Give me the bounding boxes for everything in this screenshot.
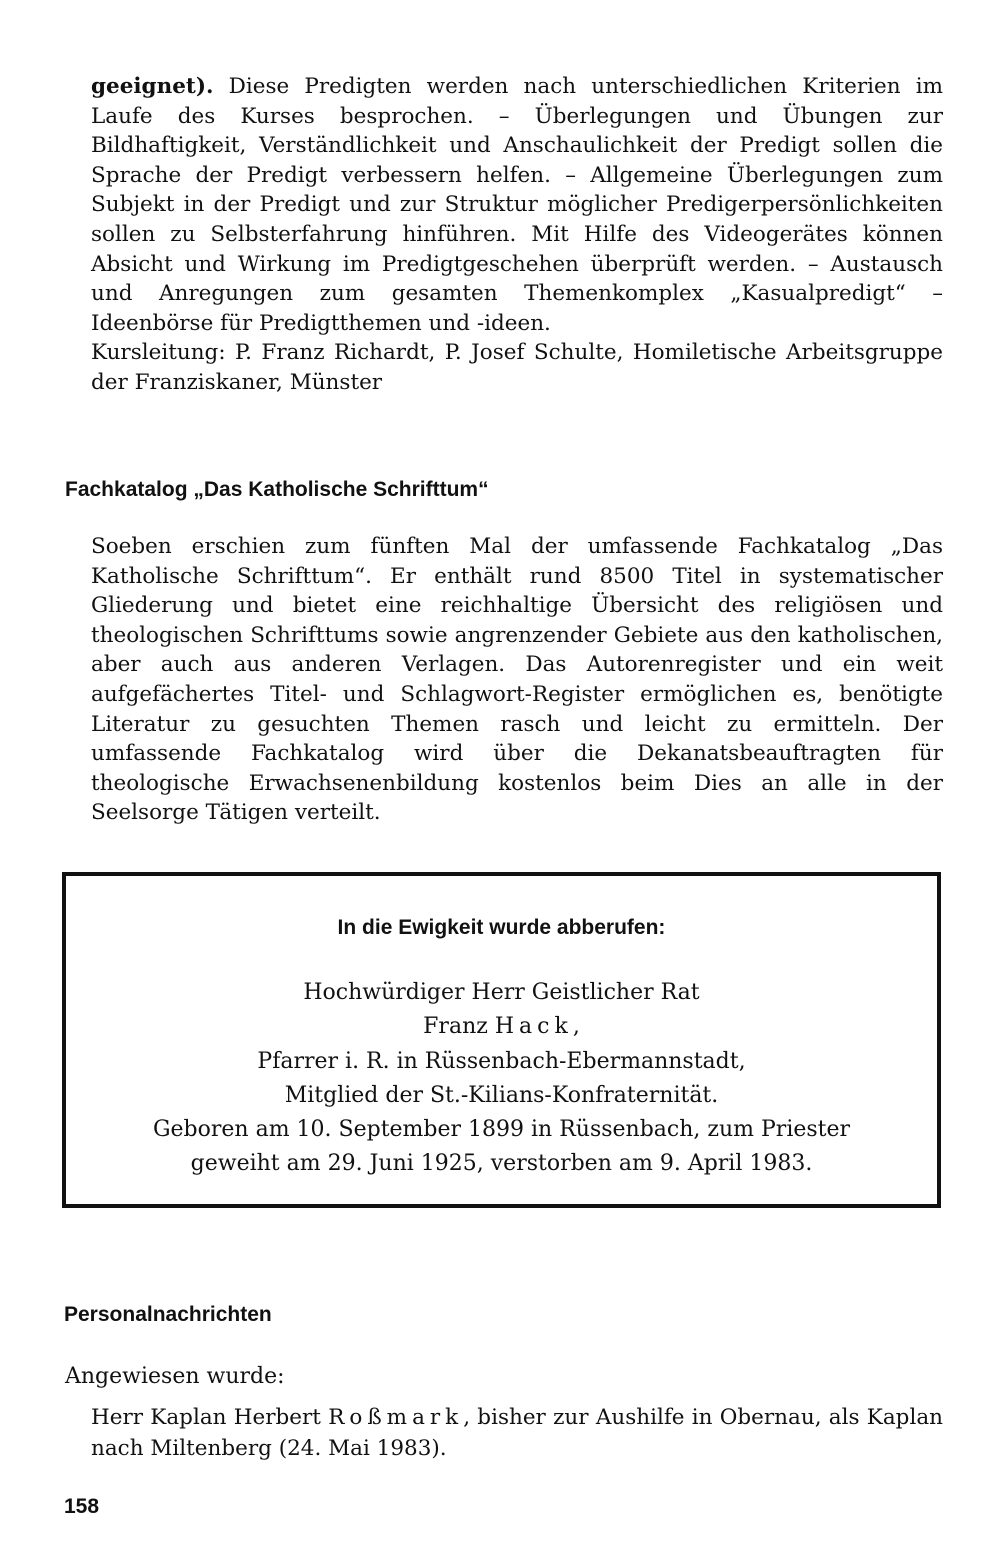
personnel-entry — [91, 1402, 943, 1464]
intro-lead: geeignet). — [91, 74, 214, 99]
obituary-surname: Hack — [494, 1014, 573, 1040]
personnel-heading: Personalnachrichten — [64, 1303, 272, 1326]
course-leadership: Kursleitung: P. Franz Richardt, P. Josef Schulte, Homiletische Arbeitsgruppe der Franziskaner, Münster — [91, 340, 943, 395]
obituary-birth-line: Geboren am 10. September 1899 in Rüssenbach, zum Priester — [152, 1117, 851, 1143]
obituary-name-suffix: , — [572, 1014, 580, 1040]
personnel-subheading: Angewiesen wurde: — [65, 1364, 285, 1389]
personnel-entry-text: , bisher zur Aushilfe in Obernau, als Kaplan nach Miltenberg (24. Mai 1983). — [91, 1405, 943, 1461]
catalog-heading: Fachkatalog „Das Katholische Schrifttum“ — [65, 478, 489, 501]
obituary-name-line — [66, 1010, 937, 1044]
intro-paragraph — [91, 72, 943, 338]
page-number: 158 — [64, 1495, 100, 1518]
obituary-title-line: Hochwürdiger Herr Geistlicher Rat — [303, 980, 700, 1005]
catalog-paragraph: Soeben erschien zum fünften Mal der umfassende Fachkatalog „Das Katholische Schrifttum“. Er enthält rund 8500 Titel in systematischer Gliederung und bietet eine reichhaltige Übersicht des religiösen und theologischen Schrifttums sowie angrenzender Gebiete aus den katholischen, aber auch aus anderen Verlagen. Das Autorenregister und ein weit aufgefächertes Titel- und Schlagwort-Register ermöglichen es, benötigte Literatur zu gesuchten Themen rasch und leicht zu ermitteln. Der umfassende Fachkatalog wird über die Dekanatsbeauftragten für theologische Erwachsenenbildung kostenlos beim Dies an alle in der Seelsorge Tätigen verteilt. — [91, 534, 943, 826]
obituary-position: Pfarrer i. R. in Rüssenbach-Ebermannstadt, — [257, 1048, 746, 1074]
obituary-first-name: Franz — [423, 1014, 488, 1040]
personnel-entry-surname: Roßmark — [328, 1405, 464, 1430]
personnel-entry-prefix: Herr Kaplan Herbert — [91, 1405, 329, 1430]
obituary-text — [66, 976, 937, 1182]
obituary-box — [62, 872, 941, 1208]
obituary-membership: Mitglied der St.-Kilians-Konfraternität. — [284, 1082, 719, 1108]
obituary-heading: In die Ewigkeit wurde abberufen: — [337, 916, 666, 939]
intro-text: Diese Predigten werden nach unterschiedlichen Kriterien im Laufe des Kurses besprochen. – Überlegungen und Übungen zur Bildhaftigkeit, Verständlichkeit und Anschaulichkeit der Predigt sollen die Sprache der Predigt verbessern helfen. – Allgemeine Überlegungen zum Subjekt in der Predigt und zur Struktur möglicher Predigerpersönlichkeiten sollen zu Selbsterfahrung hinführen. Mit Hilfe des Videogerätes können Absicht und Wirkung im Predigtgeschehen überprüft werden. – Austausch und Anregungen zum gesamten Themenkomplex „Kasualpredigt“ – Ideenbörse für Predigtthemen und -ideen. — [91, 74, 943, 336]
obituary-ordination-line: geweiht am 29. Juni 1925, verstorben am 9. April 1983. — [190, 1151, 813, 1177]
